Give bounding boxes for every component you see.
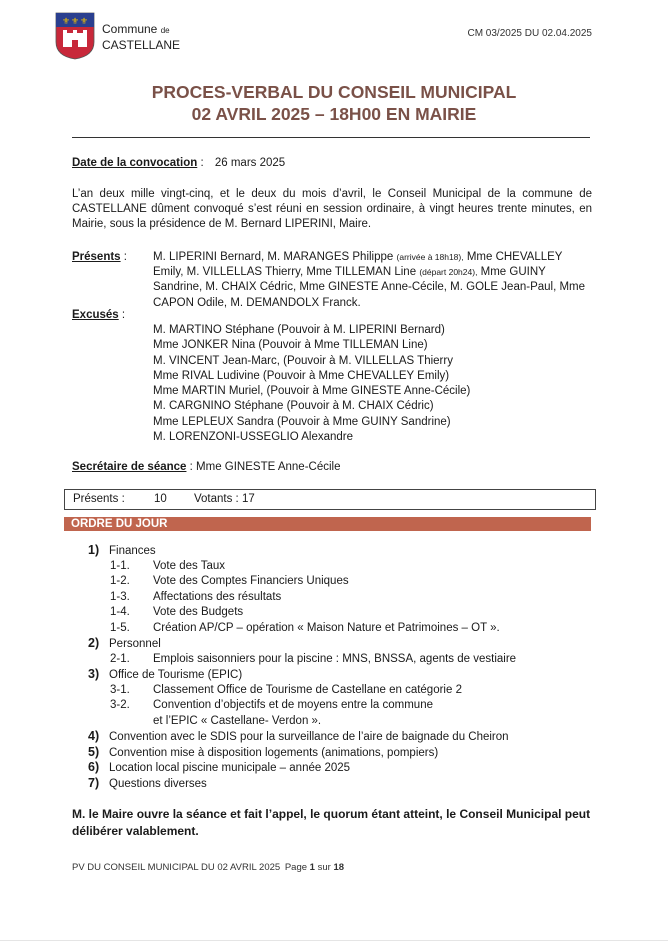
page-edge <box>0 940 668 941</box>
agenda-item <box>88 667 608 683</box>
agenda-subitem-number: 1-1. <box>110 559 130 572</box>
agenda-list <box>88 543 608 791</box>
presents-count-label: Présents : <box>73 493 125 505</box>
convocation-label: Date de la convocation <box>72 157 198 169</box>
excuses-list <box>153 323 593 445</box>
agenda-item-number: 7) <box>88 775 100 790</box>
agenda-subitem-number: 3-2. <box>110 699 130 711</box>
presents-note-2: (départ 20h24), <box>419 267 478 278</box>
presents-heading <box>72 250 127 265</box>
agenda-item-number: 3) <box>88 667 100 681</box>
excuses-heading <box>72 308 125 323</box>
convocation-sep: : <box>197 157 204 169</box>
commune-label: Commune <box>102 22 158 36</box>
agenda-subitem-label: Convention d’objectifs et de moyens entre la commune <box>153 699 433 711</box>
list-item: M. VINCENT Jean-Marc, (Pouvoir à M. VILLELLAS Thierry <box>153 354 453 367</box>
footer-sur: sur <box>317 862 331 873</box>
secretaire-value: : Mme GINESTE Anne-Cécile <box>186 461 341 473</box>
agenda-subitem <box>88 683 608 699</box>
list-item: M. CARGNINO Stéphane (Pouvoir à M. CHAIX Cédric) <box>153 400 434 413</box>
presents-sep: : <box>120 251 127 263</box>
agenda-subitem <box>88 621 608 637</box>
commune-de: de <box>160 26 170 35</box>
intro-paragraph: L’an deux mille vingt-cinq, et le deux du mois d’avril, le Conseil Municipal de la commune de CASTELLANE dûment convoqué s’est réuni en session ordinaire, à vingt heures trente minutes, en Mairie, sous la présidence de M. Bernard LIPERINI, Maire. <box>72 188 592 230</box>
list-item: Mme JONKER Nina (Pouvoir à Mme TILLEMAN Line) <box>153 339 428 352</box>
commune-town: CASTELLANE <box>102 38 181 52</box>
agenda-subitem-label: Emplois saisonniers pour la piscine : MNS, BNSSA, agents de vestiaire <box>153 652 517 665</box>
footer-title: PV DU CONSEIL MUNICIPAL DU 02 AVRIL 2025 <box>72 862 281 873</box>
agenda-item <box>88 760 608 776</box>
agenda-item-number: 6) <box>88 760 100 774</box>
agenda-item-label: Location local piscine municipale – année 2025 <box>109 762 351 774</box>
agenda-item <box>88 729 608 745</box>
page-title: PROCES-VERBAL DU CONSEIL MUNICIPAL <box>151 82 517 102</box>
agenda-item-number: 5) <box>88 744 100 759</box>
agenda-subitem <box>88 698 608 714</box>
agenda-subitem-label: Affectations des résultats <box>153 590 282 603</box>
document-reference: CM 03/2025 DU 02.04.2025 <box>467 28 592 39</box>
commune-name <box>102 22 180 52</box>
agenda-item-label: Finances <box>109 545 156 557</box>
presents-note-1: (arrivée à 18h18), <box>396 252 464 262</box>
secretaire-label: Secrétaire de séance <box>72 461 187 473</box>
title-divider <box>72 137 590 138</box>
conclusion-paragraph: M. le Maire ouvre la séance et fait l’appel, le quorum étant atteint, le Conseil Municipal peut délibérer valablement. <box>72 807 591 838</box>
agenda-item <box>88 636 608 652</box>
agenda-item <box>88 745 608 761</box>
agenda-subitem-number: 2-1. <box>110 652 130 665</box>
list-item: Mme MARTIN Muriel, (Pouvoir à Mme GINESTE Anne-Cécile) <box>153 385 471 398</box>
excuses-label: Excusés <box>72 309 119 321</box>
list-item: Mme RIVAL Ludivine (Pouvoir à Mme CHEVALLEY Emily) <box>153 369 450 382</box>
page-subtitle: 02 AVRIL 2025 – 18H00 EN MAIRIE <box>191 104 477 124</box>
agenda-subitem <box>88 574 608 590</box>
convocation-line <box>72 156 285 171</box>
attendance-box <box>64 489 596 510</box>
agenda-item-label: Questions diverses <box>109 777 207 790</box>
excuses-sep: : <box>118 309 126 321</box>
svg-text:⚜: ⚜ <box>62 17 71 27</box>
footer-page-total: 18 <box>333 862 345 873</box>
agenda-item-label: Office de Tourisme (EPIC) <box>109 669 243 681</box>
presents-part-2: Mme CHEVALLEY Emily, M. VILLELLAS Thierry, Mme TILLEMAN Line <box>153 251 563 279</box>
agenda-item-number: 1) <box>88 543 100 557</box>
svg-text:⚜: ⚜ <box>71 17 80 27</box>
votants-count: Votants : 17 <box>194 493 255 505</box>
convocation-date: 26 mars 2025 <box>214 157 286 169</box>
presents-count: 10 <box>154 493 167 505</box>
agenda-subitem-label: Vote des Taux <box>153 559 226 572</box>
presents-part-1: M. LIPERINI Bernard, M. MARANGES Philippe <box>153 251 394 263</box>
shield-icon <box>55 12 95 60</box>
agenda-subitem <box>88 605 608 621</box>
agenda-subitem-label: Création AP/CP – opération « Maison Nature et Patrimoines – OT ». <box>153 621 500 634</box>
agenda-subitem-number: 1-4. <box>110 606 130 618</box>
agenda-item <box>88 543 608 559</box>
agenda-subitem <box>88 652 608 668</box>
agenda-subitem-number: 1-3. <box>110 590 130 603</box>
agenda-item-label: Convention mise à disposition logements (animations, pompiers) <box>109 746 439 759</box>
agenda-subitem-number: 3-1. <box>110 683 130 696</box>
agenda-subitem-label: Classement Office de Tourisme de Castellane en catégorie 2 <box>153 683 462 696</box>
agenda-subitem-label: et l’EPIC « Castellane- Verdon ». <box>153 714 322 727</box>
agenda-item <box>88 776 608 792</box>
presents-part-3: Mme GUINY Sandrine, M. CHAIX Cédric, Mme GINESTE Anne-Cécile, M. GOLE Jean-Paul, Mme CAPON Odile, M. DEMANDOLX Franck. <box>153 266 586 309</box>
secretaire-line <box>72 460 340 475</box>
agenda-subitem <box>88 714 608 730</box>
agenda-subitem-label: Vote des Budgets <box>153 606 244 618</box>
agenda-subitem-label: Vote des Comptes Financiers Uniques <box>153 575 349 587</box>
list-item: M. MARTINO Stéphane (Pouvoir à M. LIPERINI Bernard) <box>153 324 445 336</box>
agenda-item-number: 4) <box>88 729 100 743</box>
list-item: M. LORENZONI-USSEGLIO Alexandre <box>153 431 354 444</box>
agenda-subitem-number: 1-2. <box>110 575 130 587</box>
ordre-du-jour-heading: ORDRE DU JOUR <box>64 517 591 531</box>
footer-page-label: Page <box>284 862 308 873</box>
castellane-coat-of-arms <box>55 12 95 60</box>
agenda-item-label: Convention avec le SDIS pour la surveillance de l’aire de baignade du Cheiron <box>109 731 509 743</box>
agenda-subitem <box>88 590 608 606</box>
agenda-subitem-number: 1-5. <box>110 621 130 634</box>
svg-text:⚜: ⚜ <box>80 17 89 27</box>
list-item: Mme LEPLEUX Sandra (Pouvoir à Mme GUINY Sandrine) <box>153 415 451 428</box>
agenda-item-number: 2) <box>88 636 100 650</box>
agenda-subitem <box>88 559 608 575</box>
page-footer <box>72 862 344 873</box>
presents-list <box>153 250 593 311</box>
footer-page-number: 1 <box>309 862 315 873</box>
agenda-item-label: Personnel <box>109 638 161 650</box>
presents-label: Présents <box>72 251 121 263</box>
